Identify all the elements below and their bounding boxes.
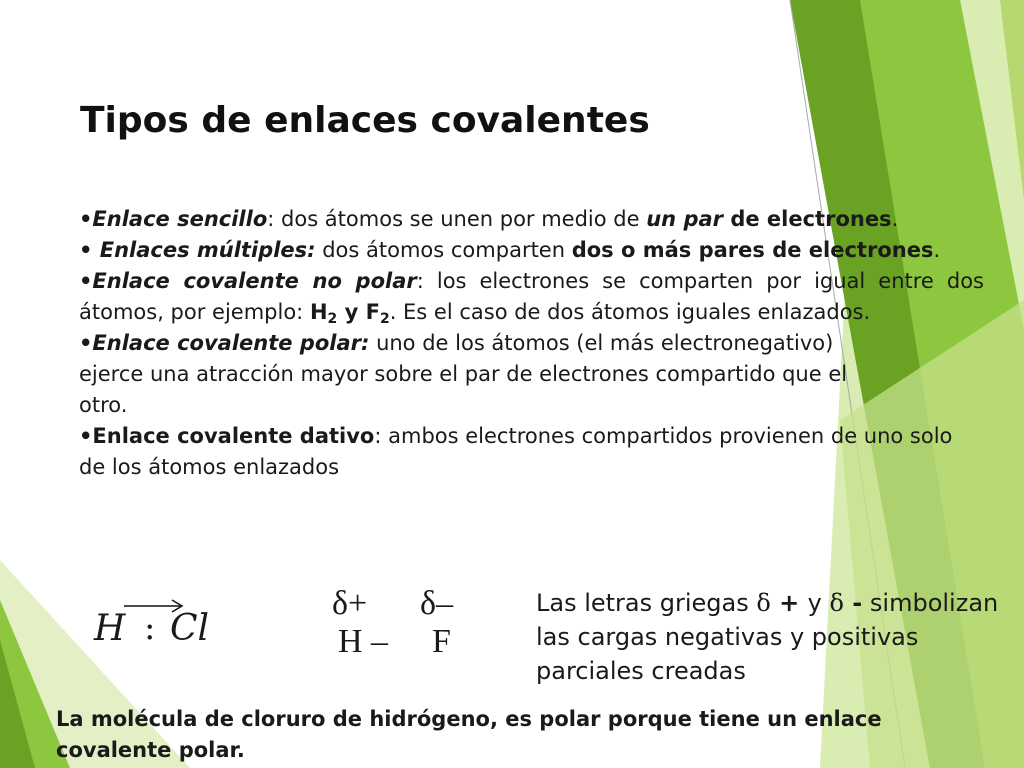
hcl-cl: Cl xyxy=(170,608,210,649)
greek-letters-note: Las letras griegas δ + y δ - simbolizan las cargas negativas y positivas parciales creadas xyxy=(536,589,999,685)
bullet-enlace-sencillo: •Enlace sencillo: dos átomos se unen por medio de un par de electrones. xyxy=(79,207,899,231)
delta-minus: δ– xyxy=(420,585,454,622)
delta-plus: δ+ xyxy=(332,585,368,622)
hf-h: H – xyxy=(338,623,389,660)
hf-partial-charge-formula xyxy=(330,585,490,665)
bullet-enlaces-multiples: • Enlaces múltiples: dos átomos comparten dos o más pares de electrones. xyxy=(79,238,941,262)
bullet-list xyxy=(79,204,984,483)
hcl-formula xyxy=(90,598,230,660)
hcl-h: H xyxy=(94,608,126,649)
hcl-colon: : xyxy=(144,608,156,648)
conclusion-text: La molécula de cloruro de hidrógeno, es polar porque tiene un enlace covalente polar. xyxy=(56,707,882,762)
slide-title: Tipos de enlaces covalentes xyxy=(80,100,650,141)
bullet-no-polar: •Enlace covalente no polar: los electrones se comparten por igual entre dos átomos, por ejemplo: $H_2$ y $F_2$. Es el caso de dos átomos iguales enlazados. xyxy=(79,269,984,327)
bullet-polar: •Enlace covalente polar: uno de los átomos (el más electronegativo) ejerce una atracción mayor sobre el par de electrones compartido que el otro. xyxy=(79,331,848,417)
hf-f: F xyxy=(432,623,451,660)
bullet-dativo: •Enlace covalente dativo: ambos electrones compartidos provienen de uno solo de los átomos enlazados xyxy=(79,424,953,479)
